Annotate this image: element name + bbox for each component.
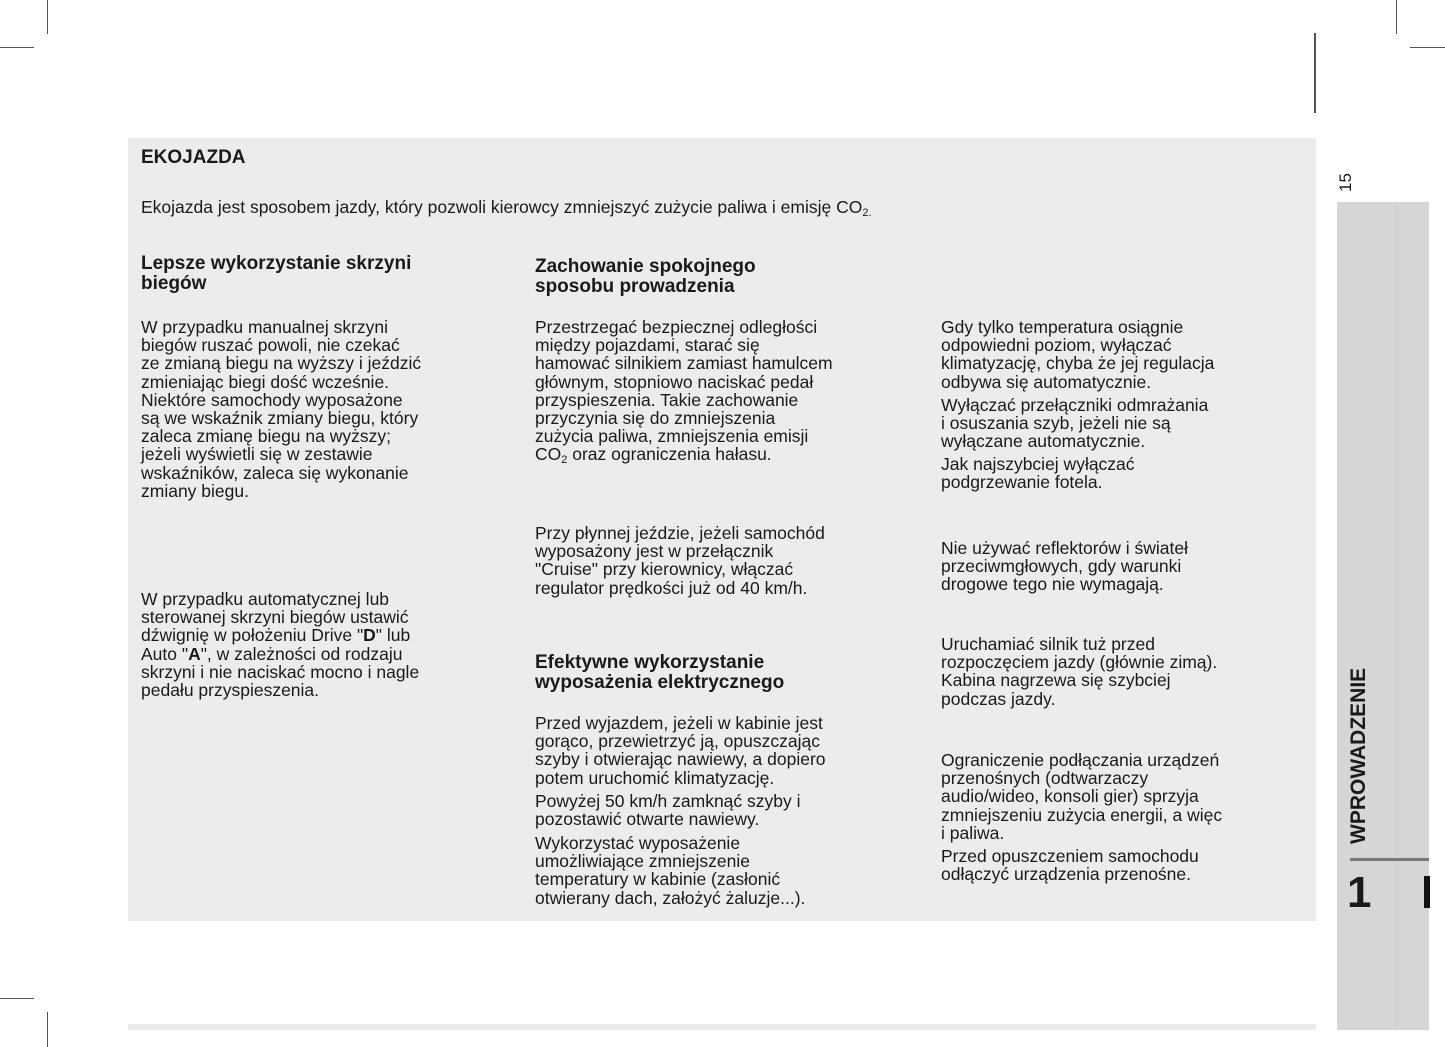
page-number: 15: [1336, 173, 1355, 192]
crop-mark: [0, 47, 34, 48]
col3-p6: Ograniczenie podłączania urządzeń przenośnych (odtwarzaczy audio/wideo, konsoli gier) sprzyja zmniejszeniu zużycia energii, a więc i paliwa.: [941, 750, 1223, 843]
col2-heading1: Zachowanie spokojnego sposobu prowadzenia: [535, 256, 756, 297]
col1-heading: Lepsze wykorzystanie skrzyni biegów: [141, 253, 412, 294]
margin-rule: [1314, 33, 1316, 113]
col1-p2: [141, 590, 521, 699]
intro-text: Ekojazda jest sposobem jazdy, który pozwoli kierowcy zmniejszyć zużycie paliwa i emisję CO: [141, 197, 863, 217]
tab-divider: [1396, 202, 1397, 1030]
col3-p2: Wyłączać przełączniki odmrażania i osuszania szyb, jeżeli nie są wyłączane automatycznie.: [941, 395, 1209, 452]
t: Przestrzegać bezpiecznej odległości między pojazdami, starać się hamować silnikiem zamiast hamulcem głównym, stopniowo naciskać pedał przyspieszenia. Takie zachowanie przyczynia się do zmniejszenia zużycia paliwa, zmniejszenia emisji CO: [535, 317, 833, 465]
t: ", w zależności od rodzaju skrzyni i nie naciskać mocno i nagle pedału przyspieszenia.: [141, 643, 420, 701]
t: oraz ograniczenia hałasu.: [567, 444, 772, 465]
col2-p5: Wykorzystać wyposażenie umożliwiające zmniejszenie temperatury w kabinie (zasłonić otwierany dach, założyć żaluzje...).: [535, 833, 806, 908]
intro: [141, 197, 1141, 219]
col3-p1: Gdy tylko temperatura osiągnie odpowiedni poziom, wyłączać klimatyzację, chyba że jej regulacja odbywa się automatycznie.: [941, 317, 1215, 392]
t: A: [188, 643, 201, 664]
t: D: [363, 625, 376, 646]
col2-heading2: Efektywne wykorzystanie wyposażenia elektrycznego: [535, 652, 785, 693]
col2-p1: [535, 317, 915, 467]
col2-p4: Powyżej 50 km/h zamknąć szyby i pozostawić otwarte nawiewy.: [535, 791, 801, 830]
crop-mark: [47, 1012, 48, 1047]
col3-p5: Uruchamiać silnik tuż przed rozpoczęciem jazdy (głównie zimą). Kabina nagrzewa się szybciej podczas jazdy.: [941, 634, 1218, 709]
page-title: EKOJAZDA: [141, 147, 246, 168]
crop-mark: [0, 998, 34, 999]
col3-p3: Jak najszybciej wyłączać podgrzewanie fotela.: [941, 454, 1135, 493]
next-tab-mark: [1424, 876, 1430, 908]
col3-p7: Przed opuszczeniem samochodu odłączyć urządzenia przenośne.: [941, 846, 1199, 885]
section-label: WPROWADZENIE: [1347, 667, 1370, 844]
crop-mark: [47, 0, 48, 34]
t: " lub Auto ": [141, 625, 411, 664]
bottom-bar: [128, 1024, 1316, 1030]
col2-p3: Przed wyjazdem, jeżeli w kabinie jest gorąco, przewietrzyć ją, opuszczając szyby i otwierając nawiewy, a dopiero potem uruchomić klimatyzację.: [535, 713, 826, 788]
section-rule: [1350, 858, 1429, 861]
crop-mark: [1396, 0, 1397, 34]
crop-mark: [1410, 47, 1445, 48]
t: W przypadku automatycznej lub sterowanej skrzyni biegów ustawić dźwignię w położeniu Drive ": [141, 589, 409, 646]
intro-sub: 2.: [862, 207, 872, 219]
t: 2: [561, 454, 568, 467]
col3-p4: Nie używać reflektorów i świateł przeciwmgłowych, gdy warunki drogowe tego nie wymagają.: [941, 538, 1189, 595]
col2-p2: Przy płynnej jeździe, jeżeli samochód wyposażony jest w przełącznik "Cruise" przy kierownicy, włączać regulator prędkości już od 40 km/h.: [535, 523, 825, 598]
section-number: 1: [1347, 868, 1372, 917]
col1-p1: W przypadku manualnej skrzyni biegów ruszać powoli, nie czekać ze zmianą biegu na wyższy i jeździć zmieniając biegi dość wcześnie. Niektóre samochody wyposażone są we wskaźnik zmiany biegu, który zaleca zmianę biegu na wyższy; jeżeli wyświetli się w zestawie wskaźników, zaleca się wykonanie zmiany biegu.: [141, 317, 422, 501]
